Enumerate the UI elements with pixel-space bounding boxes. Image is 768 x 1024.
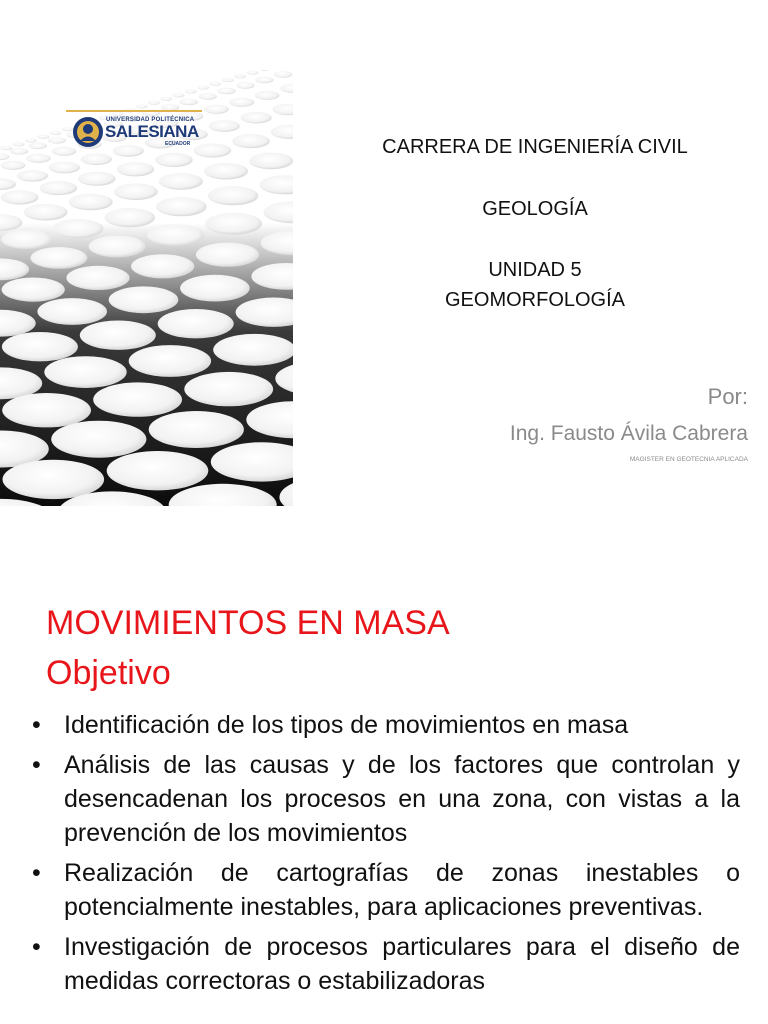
disc-shape [180, 99, 198, 106]
disc-shape [199, 93, 217, 100]
disc-shape [204, 105, 229, 114]
objectives-slide [0, 540, 768, 1024]
disc-shape [185, 89, 197, 93]
unit-label: UNIDAD 5 [488, 259, 582, 281]
disc-shape [222, 78, 234, 82]
disc-shape [246, 71, 258, 75]
disc-shape [274, 71, 292, 78]
disc-shape [26, 154, 51, 163]
disc-shape [1, 161, 26, 170]
disc-shape [155, 153, 193, 167]
disc-shape [81, 153, 112, 165]
disc-shape [37, 298, 107, 325]
disc-shape [156, 197, 206, 216]
disc-shape [241, 112, 272, 124]
by-label: Por: [707, 384, 748, 409]
list-item-text: Identificación de los tipos de movimientos en masa [64, 711, 629, 739]
disc-shape [173, 93, 185, 97]
slide-title: MOVIMIENTOS EN MASA [46, 604, 450, 642]
disc-shape [40, 181, 78, 195]
disc-shape [89, 236, 146, 258]
disc-shape [197, 86, 209, 90]
bullet-icon: • [32, 933, 41, 961]
list-item [32, 930, 740, 998]
disc-shape [0, 146, 12, 150]
logo-university-line: UNIVERSIDAD POLITÉCNICA [106, 117, 195, 123]
logo-name: SALESIANA [105, 122, 199, 141]
disc-shape [10, 148, 28, 155]
disc-shape [107, 451, 209, 490]
disc-shape [249, 153, 293, 170]
disc-shape [29, 143, 47, 150]
logo-country: ECUADOR [165, 141, 191, 147]
disc-shape [236, 82, 254, 89]
bullet-icon: • [32, 751, 41, 779]
disc-shape [25, 139, 37, 143]
list-item-text: Realización de cartografías de zonas inestables o potencialmente inestables, para aplicaciones preventivas. [64, 859, 740, 921]
disc-shape [148, 101, 160, 105]
disc-shape [31, 247, 88, 269]
university-emblem-icon [72, 116, 104, 148]
disc-shape [24, 204, 68, 221]
disc-shape [208, 186, 258, 205]
disc-shape [3, 460, 105, 499]
career-title: CARRERA DE INGENIERÍA CIVIL [382, 136, 688, 158]
disc-shape [78, 172, 116, 186]
disc-shape [131, 254, 194, 278]
disc-shape [160, 97, 172, 101]
disc-shape [136, 105, 148, 109]
disc-shape [48, 137, 66, 144]
disc-shape [114, 183, 158, 200]
disc-shape [109, 286, 179, 313]
disc-shape [255, 91, 280, 100]
disc-shape [17, 170, 48, 182]
university-logo [66, 110, 202, 152]
disc-shape [213, 334, 293, 366]
disc-shape [44, 356, 126, 388]
disc-shape [149, 411, 244, 448]
disc-shape [53, 219, 103, 238]
disc-shape [1, 230, 51, 249]
list-item [32, 856, 740, 924]
disc-shape [37, 135, 49, 139]
bullet-icon: • [32, 711, 41, 739]
disc-shape [69, 194, 113, 211]
disc-shape [2, 393, 91, 427]
logo-gold-rule [66, 110, 202, 112]
disc-shape [2, 332, 78, 361]
disc-shape [209, 82, 221, 86]
list-item [32, 708, 740, 742]
list-item-text: Investigación de procesos particulares para el diseño de medidas correctoras o estabilizadoras [64, 933, 740, 995]
disc-shape [158, 309, 234, 338]
disc-shape [49, 162, 80, 174]
disc-shape [93, 382, 182, 416]
bullet-icon: • [32, 859, 41, 887]
list-item [32, 748, 740, 850]
objective-list [32, 708, 740, 1004]
disc-shape [204, 163, 248, 180]
disc-shape [209, 120, 240, 132]
disc-shape [80, 321, 156, 350]
disc-shape [2, 278, 65, 302]
list-item-text: Análisis de las causas y de los factores que controlan y desencadenan los procesos en una zona, con vistas a la prevención de los movimientos [64, 751, 740, 847]
disc-shape [105, 208, 155, 227]
author-credential: MAGISTER EN GEOTECNIA APLICADA [629, 456, 748, 463]
disc-shape [229, 98, 254, 107]
author-name: Ing. Fausto Ávila Cabrera [509, 422, 748, 445]
disc-shape [50, 131, 62, 135]
disc-shape [196, 243, 259, 267]
disc-shape [159, 173, 203, 190]
unit-topic: GEOMORFOLOGÍA [444, 289, 626, 311]
disc-shape [184, 372, 273, 406]
disc-shape [147, 224, 204, 246]
disc-shape [51, 421, 146, 458]
disc-shape [66, 266, 129, 290]
disc-shape [129, 345, 211, 377]
subject-title: GEOLOGÍA [482, 198, 588, 220]
slide-subtitle: Objetivo [46, 654, 171, 692]
disc-shape [1, 190, 39, 204]
disc-shape [117, 162, 155, 176]
disc-shape [217, 88, 235, 95]
disc-shape [255, 77, 273, 84]
disc-shape [234, 74, 246, 78]
disc-shape [13, 142, 25, 146]
disc-shape [180, 275, 250, 302]
disc-shape [205, 213, 262, 235]
disc-shape [232, 134, 270, 148]
